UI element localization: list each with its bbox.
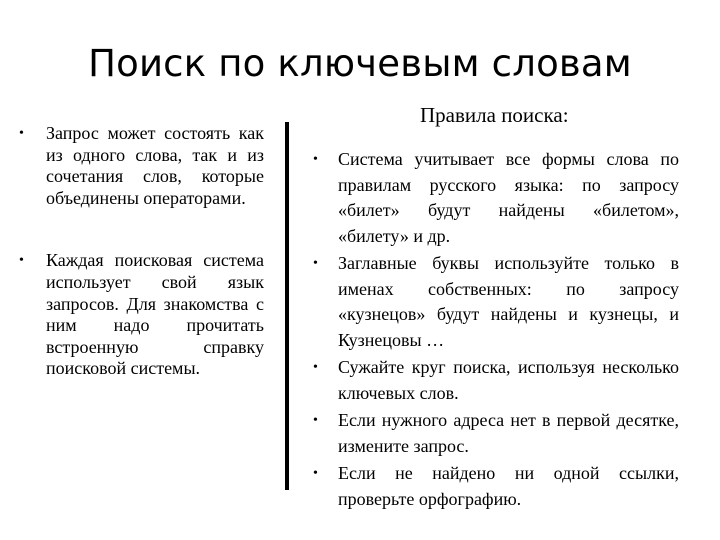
- bullet-icon: •: [313, 152, 318, 167]
- list-item-text: Если не найдено ни одной ссылки, проверьте орфографию.: [338, 463, 679, 509]
- right-bullet-list: [313, 147, 679, 512]
- bullet-icon: •: [313, 413, 318, 428]
- list-item-text: Запрос может состоять как из одного слова, так и из сочетания слов, которые объединены операторами.: [46, 123, 264, 208]
- bullet-icon: •: [313, 466, 318, 481]
- rules-subtitle: Правила поиска:: [420, 103, 569, 127]
- list-item: [313, 408, 679, 459]
- list-item: [19, 250, 264, 380]
- list-item: [313, 147, 679, 249]
- slide-title: Поиск по ключевым словам: [88, 42, 632, 85]
- bullet-icon: •: [313, 256, 318, 271]
- bullet-icon: •: [19, 126, 24, 141]
- bullet-icon: •: [313, 360, 318, 375]
- list-item: [313, 355, 679, 406]
- list-item-text: Каждая поисковая система использует свой язык запросов. Для знакомства с ним надо прочитать встроенную справку поисковой системы.: [46, 250, 264, 379]
- list-item: [19, 123, 264, 209]
- list-item-text: Сужайте круг поиска, используя несколько ключевых слов.: [338, 357, 679, 403]
- bullet-icon: •: [19, 253, 24, 269]
- list-item-text: Система учитывает все формы слова по правилам русского языка: по запросу «билет» будут найдены «билетом», «билету» и др.: [338, 149, 679, 246]
- left-bullet-list: [19, 123, 264, 380]
- column-divider: [285, 122, 289, 490]
- list-item: [313, 461, 679, 512]
- list-item-text: Заглавные буквы используйте только в именах собственных: по запросу «кузнецов» будут найдены и кузнецы, и Кузнецовы …: [338, 253, 679, 350]
- list-item-text: Если нужного адреса нет в первой десятке, измените запрос.: [338, 410, 679, 456]
- list-item: [313, 251, 679, 353]
